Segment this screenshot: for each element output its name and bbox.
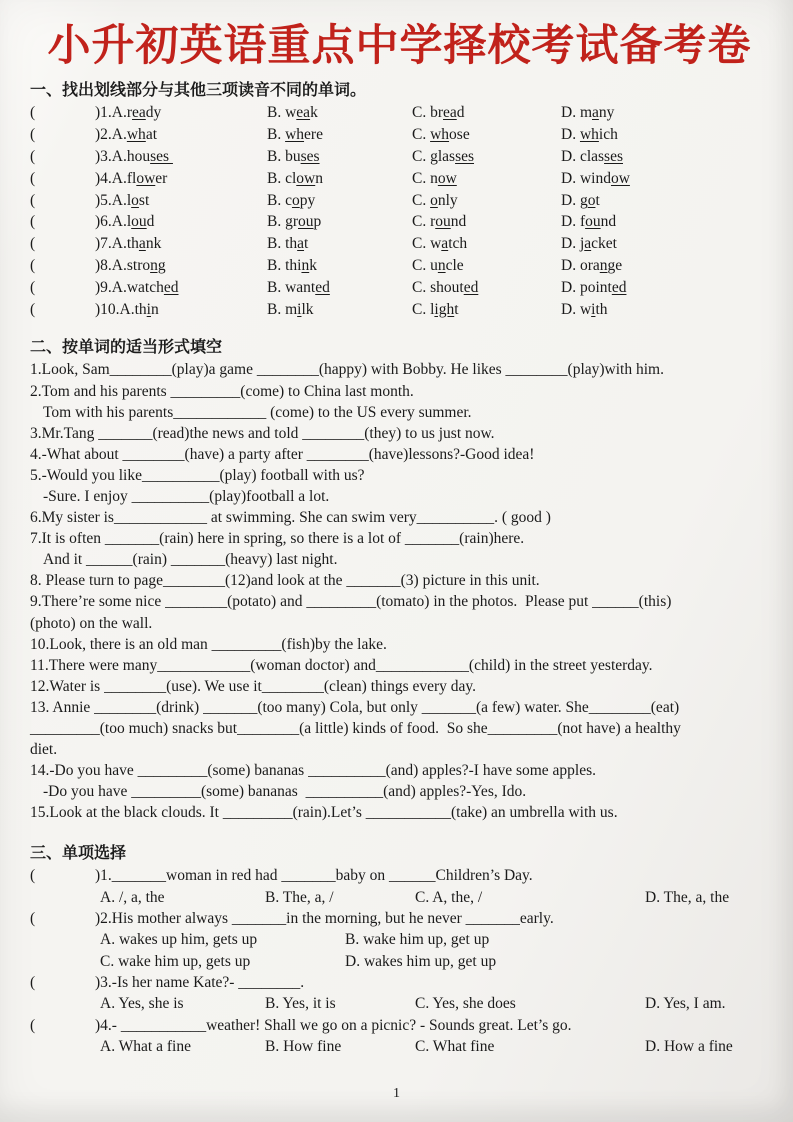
option-rest: ge	[607, 257, 623, 275]
question-row	[30, 190, 779, 212]
option-prefix: B. gr	[267, 213, 298, 231]
question-row	[30, 255, 779, 277]
option-prefix: C. w	[412, 235, 442, 253]
mc-options-row	[30, 887, 779, 908]
answer-paren: (	[30, 169, 36, 187]
option-a	[95, 102, 267, 124]
mc-option: C. A, the, /	[415, 888, 483, 906]
fill-blank-line: -Sure. I enjoy __________(play)football a lot.	[43, 487, 330, 505]
mc-option: D. Yes, I am.	[645, 995, 726, 1013]
option-rest: at	[145, 126, 157, 144]
answer-paren: (	[30, 278, 36, 296]
answer-paren: (	[30, 300, 36, 318]
option-rest: t	[304, 235, 309, 253]
option-rest: ose	[449, 126, 470, 144]
underlined-letters: wh	[579, 126, 599, 144]
underlined-letters: ed	[611, 278, 627, 296]
option-a	[95, 255, 267, 277]
option-prefix: D. wind	[561, 169, 611, 187]
underlined-letters: igh	[434, 300, 455, 318]
underlined-letters: n	[301, 257, 310, 275]
fill-blank-line: -Do you have _________(some) bananas __________(and) apples?-Yes, Ido.	[43, 783, 527, 801]
fill-blank-line: 1.Look, Sam________(play)a game ________(happy) with Bobby. He likes ________(play)with him.	[30, 361, 664, 379]
option-prefix: C. br	[412, 104, 443, 122]
mc-options-row	[30, 929, 779, 950]
option-prefix: D.	[561, 126, 580, 144]
fill-blank-line: 2.Tom and his parents _________(come) to China last month.	[30, 382, 414, 400]
answer-paren: (	[30, 126, 36, 144]
mc-option: B. How fine	[265, 1037, 342, 1055]
option-prefix: )5.A.l	[95, 191, 132, 209]
option-b	[267, 190, 412, 212]
underlined-letters: n	[599, 257, 608, 275]
option-prefix: B. th	[267, 235, 298, 253]
option-rest: py	[299, 191, 316, 209]
fill-blank-line: _________(too much) snacks but________(a little) kinds of food. So she_________(not have) a healthy	[30, 720, 681, 738]
underlined-letters: ow	[437, 169, 457, 187]
option-a	[95, 233, 267, 255]
option-d	[561, 255, 779, 277]
answer-paren: (	[30, 257, 36, 275]
underlined-letters: o	[131, 191, 139, 209]
option-rest: er	[155, 169, 168, 187]
option-c	[412, 299, 561, 321]
option-rest: st	[138, 191, 150, 209]
mc-option: B. Yes, it is	[265, 995, 336, 1013]
option-rest: nk	[145, 235, 162, 253]
option-rest: n	[150, 300, 159, 318]
option-prefix: D. j	[561, 235, 585, 253]
fill-blank-line: 11.There were many____________(woman doctor) and____________(child) in the street yesterday.	[30, 656, 653, 674]
page-title: 小升初英语重点中学择校考试备考卷	[47, 22, 752, 70]
answer-paren: (	[30, 910, 36, 928]
mc-option: C. What fine	[415, 1037, 495, 1055]
option-b	[267, 255, 412, 277]
option-rest: ich	[598, 126, 618, 144]
option-prefix: B. bu	[267, 148, 301, 166]
option-rest: p	[313, 213, 322, 231]
option-rest: k	[310, 104, 318, 122]
option-rest: ere	[304, 126, 323, 144]
question-row	[30, 124, 779, 146]
option-d	[561, 124, 779, 146]
option-rest: nly	[437, 191, 458, 209]
option-c	[412, 211, 561, 233]
option-d	[561, 190, 779, 212]
option-rest: nd	[600, 213, 617, 231]
option-prefix: D. ora	[561, 257, 600, 275]
answer-paren: (	[30, 104, 36, 122]
answer-paren: (	[30, 191, 36, 209]
section-3-heading: 三、单项选择	[30, 845, 127, 863]
underlined-letters: ea	[132, 104, 146, 122]
mc-option: A. Yes, she is	[100, 995, 184, 1013]
mc-stem: )4.- ___________weather! Shall we go on a picnic? - Sounds great. Let’s go.	[95, 1016, 572, 1034]
mc-option: C. Yes, she does	[415, 995, 516, 1013]
question-row	[30, 102, 779, 124]
answer-paren: (	[30, 213, 36, 231]
option-rest: tch	[448, 235, 468, 253]
option-d	[561, 102, 779, 124]
option-rest: cket	[591, 235, 617, 253]
underlined-letters: ea	[296, 104, 311, 122]
option-rest: dy	[145, 104, 162, 122]
underlined-letters: a	[592, 104, 599, 122]
option-a	[95, 146, 267, 168]
option-c	[412, 233, 561, 255]
fill-blank-line: 6.My sister is____________ at swimming. She can swim very__________. ( good )	[30, 509, 551, 527]
fill-blank-line: 4.-What about ________(have) a party after ________(have)lessons?-Good idea!	[30, 445, 535, 463]
option-b	[267, 102, 412, 124]
option-prefix: B. c	[267, 191, 292, 209]
underlined-letters: i	[297, 300, 302, 318]
underlined-letters: ses	[455, 148, 475, 166]
fill-blank-line: 5.-Would you like__________(play) football with us?	[30, 466, 365, 484]
section-2	[30, 337, 779, 823]
question-row	[30, 211, 779, 233]
option-prefix: )6.A.l	[95, 213, 132, 231]
option-rest: n	[315, 169, 323, 187]
option-a	[95, 211, 267, 233]
question-row	[30, 146, 779, 168]
mc-stem-row	[30, 972, 779, 993]
mc-option: A. /, a, the	[100, 888, 165, 906]
section-2-heading: 二、按单词的适当形式填空	[30, 339, 223, 357]
mc-stem-row	[30, 1015, 779, 1036]
option-c	[412, 255, 561, 277]
page-number: 1	[393, 1086, 400, 1101]
underlined-letters: ed	[315, 278, 330, 296]
mc-option: D. How a fine	[645, 1037, 733, 1055]
option-prefix: )2.A.	[95, 126, 127, 144]
mc-option: A. What a fine	[100, 1037, 191, 1055]
fill-blank-line: Tom with his parents____________ (come) to the US every summer.	[43, 403, 472, 421]
option-b	[267, 168, 412, 190]
underlined-letters: ses	[150, 148, 173, 166]
underlined-letters: a	[584, 235, 592, 253]
underlined-letters: i	[591, 300, 596, 318]
option-d	[561, 299, 779, 321]
option-prefix: D. point	[561, 278, 612, 296]
option-rest: t	[595, 191, 600, 209]
option-prefix: B. m	[267, 300, 298, 318]
section-1	[30, 80, 779, 320]
section-1-questions	[30, 102, 779, 320]
option-rest: t	[454, 300, 459, 318]
option-b	[267, 233, 412, 255]
option-d	[561, 168, 779, 190]
fill-blank-line: 3.Mr.Tang _______(read)the news and told ________(they) to us just now.	[30, 424, 495, 442]
question-row	[30, 277, 779, 299]
mc-stem: )2.His mother always _______in the morning, but he never _______early.	[95, 910, 554, 928]
option-prefix: )3.A.hou	[95, 148, 151, 166]
option-d	[561, 211, 779, 233]
question-row	[30, 299, 779, 321]
option-prefix: )9.A.watch	[95, 278, 164, 296]
option-a	[95, 277, 267, 299]
mc-option: D. wakes him up, get up	[345, 952, 497, 970]
option-prefix: C.	[412, 126, 431, 144]
fill-blank-line: 7.It is often _______(rain) here in spring, so there is a lot of _______(rain)here.	[30, 530, 525, 548]
option-prefix: D. clas	[561, 148, 605, 166]
option-rest: nd	[450, 213, 467, 231]
option-prefix: B. want	[267, 278, 316, 296]
option-c	[412, 277, 561, 299]
option-prefix: C. l	[412, 300, 435, 318]
underlined-letters: ng	[150, 257, 166, 275]
answer-paren: (	[30, 148, 36, 166]
option-prefix: )10.A.th	[95, 300, 147, 318]
underlined-letters: ses	[604, 148, 623, 166]
option-rest: cle	[445, 257, 464, 275]
option-prefix: B. w	[267, 104, 297, 122]
section-2-lines	[30, 359, 779, 823]
section-3-questions	[30, 865, 779, 1057]
underlined-letters: wh	[430, 126, 450, 144]
option-c	[412, 146, 561, 168]
option-prefix: D. w	[561, 300, 592, 318]
option-a	[95, 190, 267, 212]
fill-blank-line: 12.Water is ________(use). We use it________(clean) things every day.	[30, 677, 477, 695]
option-b	[267, 124, 412, 146]
underlined-letters: ou	[131, 213, 147, 231]
underlined-letters: ou	[585, 213, 601, 231]
fill-blank-line: 10.Look, there is an old man _________(fish)by the lake.	[30, 635, 387, 653]
option-prefix: C. u	[412, 257, 438, 275]
mc-option: C. wake him up, gets up	[100, 952, 251, 970]
mc-stem: )3.-Is her name Kate?- ________.	[95, 973, 305, 991]
mc-stem-row	[30, 908, 779, 929]
option-prefix: )8.A.stro	[95, 257, 151, 275]
answer-paren: (	[30, 235, 36, 253]
answer-paren: (	[30, 973, 36, 991]
fill-blank-line: (photo) on the wall.	[30, 614, 153, 632]
option-a	[95, 124, 267, 146]
option-rest: d	[146, 213, 155, 231]
option-prefix: D. m	[561, 104, 592, 122]
question-row	[30, 168, 779, 190]
option-c	[412, 168, 561, 190]
mc-option: D. The, a, the	[645, 888, 730, 906]
option-prefix: C. r	[412, 213, 436, 231]
underlined-letters: ow	[296, 169, 316, 187]
mc-stem-row	[30, 865, 779, 886]
section-3	[30, 843, 779, 1057]
option-rest: k	[309, 257, 317, 275]
underlined-letters: wh	[285, 126, 305, 144]
fill-blank-line: 13. Annie ________(drink) _______(too many) Cola, but only _______(a few) water. She________(eat)	[30, 698, 680, 716]
section-1-heading: 一、找出划线部分与其他三项读音不同的单词。	[30, 82, 367, 100]
option-b	[267, 299, 412, 321]
answer-paren: (	[30, 1016, 36, 1034]
option-prefix: )1.A.r	[95, 104, 133, 122]
fill-blank-line: 8. Please turn to page________(12)and look at the _______(3) picture in this unit.	[30, 572, 540, 590]
underlined-letters: ea	[443, 104, 457, 122]
option-prefix: B.	[267, 126, 286, 144]
underlined-letters: ed	[163, 278, 179, 296]
option-prefix: B. thi	[267, 257, 302, 275]
fill-blank-line: 14.-Do you have _________(some) bananas __________(and) apples?-I have some apples.	[30, 762, 597, 780]
option-a	[95, 299, 267, 321]
option-prefix: )7.A.th	[95, 235, 139, 253]
option-c	[412, 124, 561, 146]
fill-blank-line: 15.Look at the black clouds. It _________(rain).Let’s ___________(take) an umbrella with us.	[30, 804, 618, 822]
underlined-letters: ed	[463, 278, 479, 296]
option-prefix: C. shout	[412, 278, 464, 296]
fill-blank-line: 9.There’re some nice ________(potato) and _________(tomato) in the photos. Please put ______(this)	[30, 593, 672, 611]
option-prefix: D. f	[561, 213, 586, 231]
underlined-letters: o	[430, 191, 438, 209]
option-c	[412, 102, 561, 124]
underlined-letters: ou	[298, 213, 314, 231]
option-prefix: )4.A.fl	[95, 169, 137, 187]
underlined-letters: i	[146, 300, 151, 318]
mc-options-row	[30, 1036, 779, 1057]
underlined-letters: wh	[126, 126, 146, 144]
option-b	[267, 277, 412, 299]
mc-options-row	[30, 951, 779, 972]
mc-stem: )1._______woman in red had _______baby on ______Children’s Day.	[95, 867, 533, 885]
option-rest: lk	[301, 300, 314, 318]
underlined-letters: ow	[610, 169, 630, 187]
underlined-letters: ow	[136, 169, 156, 187]
mc-option: B. The, a, /	[265, 888, 334, 906]
underlined-letters: ses	[300, 148, 320, 166]
option-d	[561, 277, 779, 299]
underlined-letters: a	[441, 235, 449, 253]
mc-option: B. wake him up, get up	[345, 931, 490, 949]
fill-blank-line: diet.	[30, 741, 58, 759]
option-prefix: D. g	[561, 191, 588, 209]
option-b	[267, 146, 412, 168]
option-c	[412, 190, 561, 212]
option-rest: ny	[598, 104, 615, 122]
underlined-letters: a	[297, 235, 305, 253]
underlined-letters: n	[437, 257, 446, 275]
option-b	[267, 211, 412, 233]
mc-option: A. wakes up him, gets up	[100, 931, 258, 949]
option-prefix: C. glas	[412, 148, 456, 166]
mc-options-row	[30, 993, 779, 1014]
underlined-letters: ou	[435, 213, 451, 231]
option-a	[95, 168, 267, 190]
option-d	[561, 233, 779, 255]
underlined-letters: o	[291, 191, 300, 209]
option-rest: th	[595, 300, 608, 318]
underlined-letters: o	[587, 191, 596, 209]
option-prefix: B. cl	[267, 169, 297, 187]
answer-paren: (	[30, 867, 36, 885]
underlined-letters: a	[138, 235, 146, 253]
option-prefix: C. n	[412, 169, 438, 187]
option-rest: d	[456, 104, 465, 122]
fill-blank-line: And it ______(rain) _______(heavy) last night.	[43, 551, 338, 569]
question-row	[30, 233, 779, 255]
option-d	[561, 146, 779, 168]
option-prefix: C.	[412, 191, 431, 209]
